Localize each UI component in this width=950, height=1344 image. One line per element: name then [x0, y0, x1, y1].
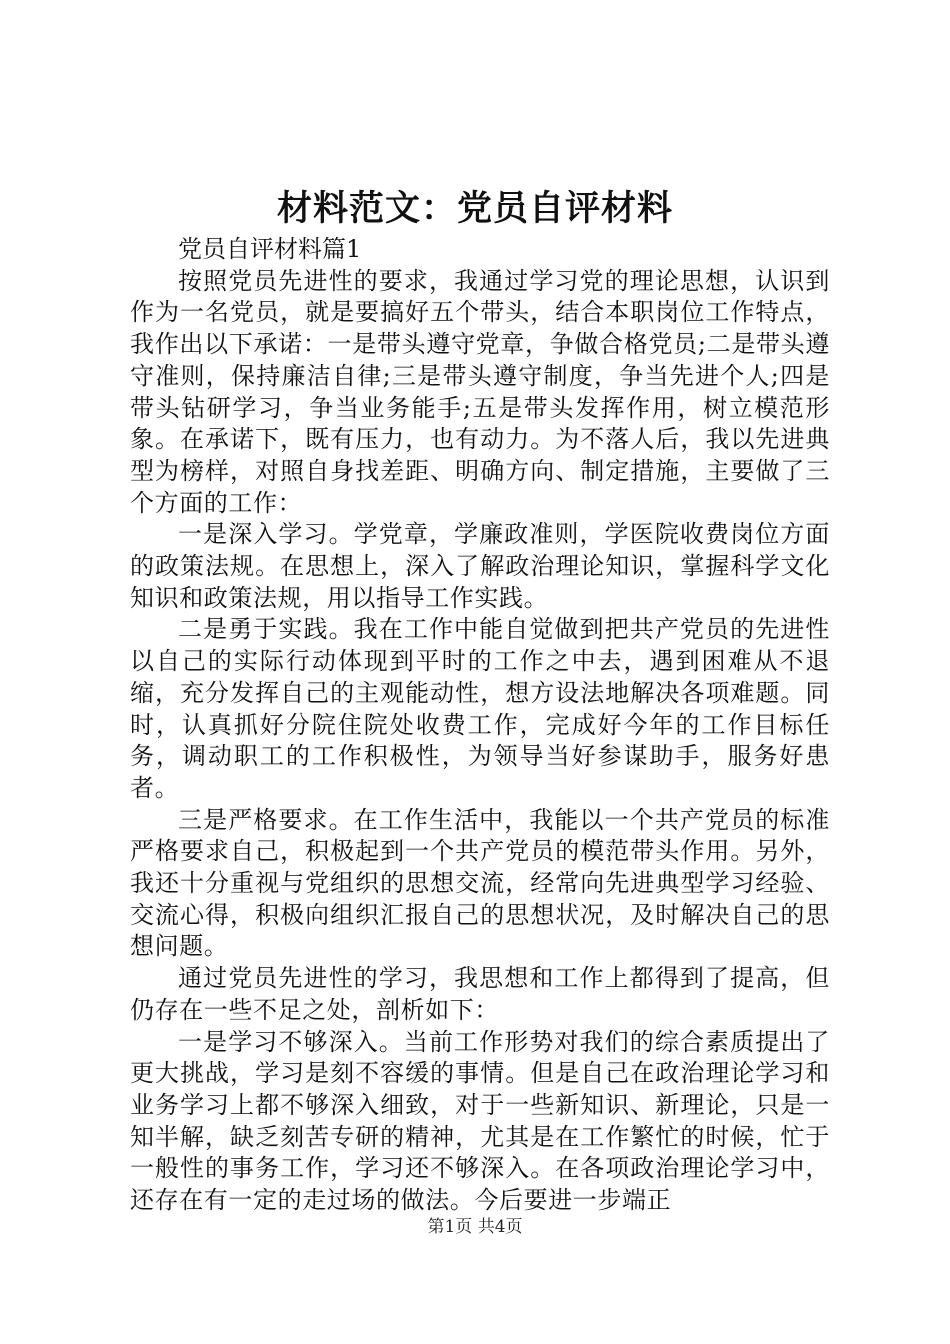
- paragraph-study: 一是深入学习。学党章，学廉政准则，学医院收费岗位方面的政策法规。在思想上，深入了解政治理论知识，掌握科学文化知识和政策法规，用以指导工作实践。: [130, 520, 830, 612]
- paragraph-requirements: 三是严格要求。在工作生活中，我能以一个共产党员的标准严格要求自己，积极起到一个共产党员的模范带头作用。另外，我还十分重视与党组织的思想交流，经常向先进典型学习经验、交流心得，积极向组织汇报自己的思想状况，及时解决自己的思想问题。: [130, 805, 830, 961]
- paragraph-practice: 二是勇于实践。我在工作中能自觉做到把共产党员的先进性以自己的实际行动体现到平时的工作之中去，遇到困难从不退缩，充分发挥自己的主观能动性，想方设法地解决各项难题。同时，认真抓好分院住院处收费工作，完成好今年的工作目标任务，调动职工的工作积极性，为领导当好参谋助手，服务好患者。: [130, 615, 830, 802]
- paragraph-shortcomings-intro: 通过党员先进性的学习，我思想和工作上都得到了提高，但仍存在一些不足之处，剖析如下：: [130, 964, 830, 1024]
- document-title: 材料范文：党员自评材料: [276, 188, 673, 229]
- section-heading: 党员自评材料篇1: [178, 235, 362, 263]
- paragraph-shortcoming-study: 一是学习不够深入。当前工作形势对我们的综合素质提出了更大挑战，学习是刻不容缓的事情。但是自己在政治理论学习和业务学习上都不够深入细致，对于一些新知识、新理论，只是一知半解，缺乏刻苦专研的精神，尤其是在工作繁忙的时候，忙于一般性的事务工作，学习还不够深入。在各项政治理论学习中，还存在有一定的走过场的做法。今后要进一步端正: [130, 1027, 830, 1215]
- page-number-footer: 第1页 共4页: [427, 1217, 523, 1237]
- paragraph-intro: 按照党员先进性的要求，我通过学习党的理论思想，认识到作为一名党员，就是要搞好五个带头，结合本职岗位工作特点，我作出以下承诺：一是带头遵守党章，争做合格党员;二是带头遵守准则，保持廉洁自律;三是带头遵守制度，争当先进个人;四是带头钻研学习，争当业务能手;五是带头发挥作用，树立模范形象。在承诺下，既有压力，也有动力。为不落人后，我以先进典型为榜样，对照自身找差距、明确方向、制定措施，主要做了三个方面的工作：: [130, 266, 830, 517]
- document-body: [130, 234, 830, 1217]
